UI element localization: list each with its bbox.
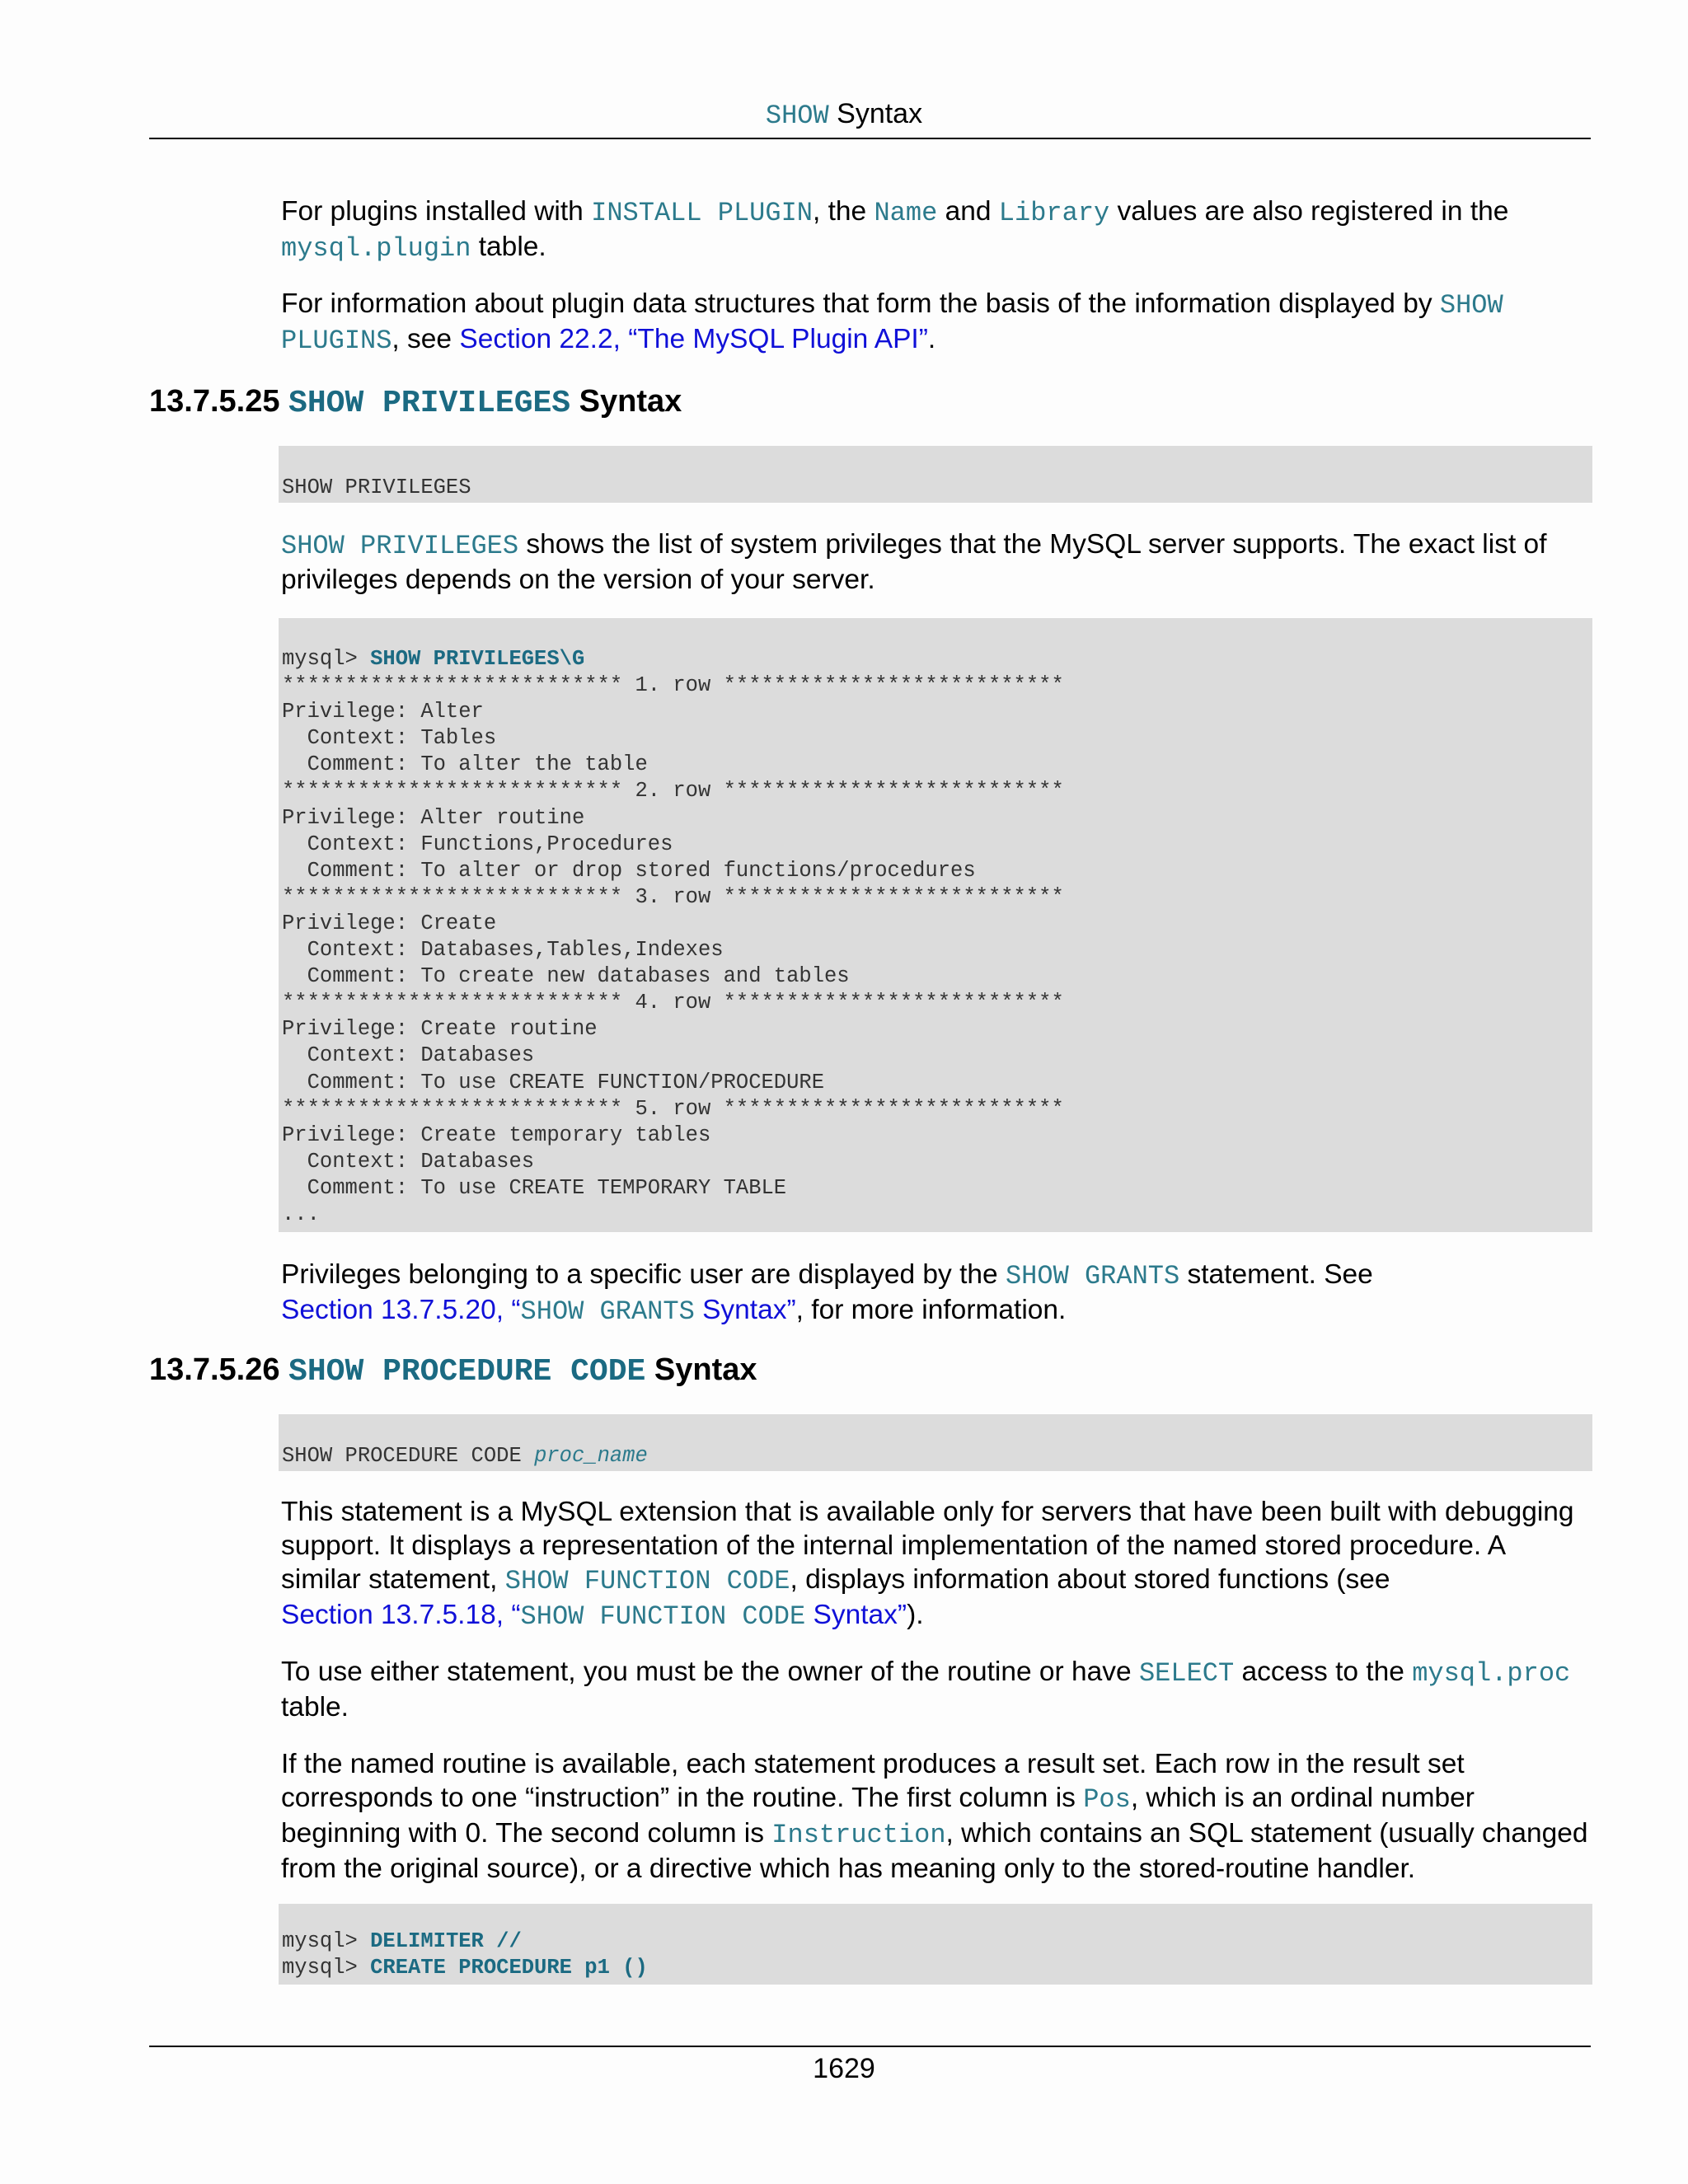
- code-argument: proc_name: [534, 1444, 648, 1468]
- code-output-line: Comment: To use CREATE TEMPORARY TABLE: [282, 1175, 787, 1200]
- text: statement. See: [1179, 1259, 1373, 1290]
- header-rule: [149, 138, 1591, 139]
- paragraph-plugin-data-structures: [281, 287, 1592, 358]
- prompt: mysql>: [282, 647, 371, 671]
- code-output-line: Comment: To alter or drop stored functions/procedures: [282, 858, 976, 883]
- code-output-line: *************************** 3. row ***************************: [282, 884, 1064, 909]
- paragraph-privileges-user: [281, 1258, 1592, 1329]
- inline-code: Instruction: [771, 1820, 946, 1850]
- link-text: Section 13.7.5.18, “: [281, 1600, 521, 1630]
- inline-code: SHOW PRIVILEGES: [281, 531, 519, 561]
- prompt: mysql>: [282, 1929, 371, 1953]
- text: , which contains an SQL statement (usually changed from the original source), or a directive which has meaning only to the stored-routine handler.: [281, 1818, 1588, 1884]
- text: access to the: [1234, 1657, 1413, 1687]
- code-output-line: Context: Databases,Tables,Indexes: [282, 938, 724, 963]
- code-output-line: Comment: To alter the table: [282, 752, 648, 777]
- section-heading-show-procedure-code: [149, 1351, 757, 1391]
- code-line: [282, 1955, 1589, 1981]
- text: If the named routine is available, each statement produces a result set. Each row in the result set corresponds to one “instruction” in the routine. The first column is: [281, 1749, 1465, 1813]
- heading-text: Syntax: [570, 384, 682, 419]
- link-code: SHOW GRANTS: [520, 1296, 695, 1327]
- paragraph-result-set: [281, 1747, 1592, 1886]
- link-text: Syntax”: [694, 1295, 796, 1325]
- code-output-line: Context: Databases: [282, 1043, 535, 1068]
- code-line-command: [282, 646, 1589, 673]
- section-link[interactable]: [281, 1295, 796, 1325]
- section-number: 13.7.5.26: [149, 1352, 289, 1387]
- text: , for more information.: [795, 1295, 1067, 1325]
- code-output-line: *************************** 5. row ***************************: [282, 1096, 1064, 1121]
- text: To use either statement, you must be the owner of the routine or have: [281, 1657, 1139, 1687]
- heading-code: SHOW PROCEDURE CODE: [288, 1354, 646, 1390]
- paragraph-extension-desc: [281, 1495, 1592, 1633]
- code-line: [282, 1443, 1589, 1469]
- header-code: SHOW: [765, 101, 829, 131]
- text: Privileges belonging to a specific user are displayed by the: [281, 1259, 1006, 1290]
- code-output-line: Context: Functions,Procedures: [282, 832, 673, 856]
- section-link[interactable]: Section 22.2, “The MySQL Plugin API”: [459, 324, 928, 354]
- inline-code: SHOW FUNCTION CODE: [504, 1566, 790, 1596]
- text: For information about plugin data structures that form the basis of the information displayed by: [281, 288, 1440, 319]
- code-output-line: Privilege: Alter routine: [282, 805, 585, 830]
- inline-code: mysql.proc: [1412, 1658, 1571, 1689]
- text: , displays information about stored functions (see: [790, 1564, 1390, 1595]
- code-output-line: *************************** 4. row ***************************: [282, 991, 1064, 1015]
- code-output-line: Comment: To use CREATE FUNCTION/PROCEDURE: [282, 1070, 825, 1094]
- inline-code: SELECT: [1138, 1658, 1235, 1689]
- page-header: [0, 97, 1688, 133]
- page-number: 1629: [813, 2053, 875, 2084]
- code-block-example-output: [279, 618, 1592, 1232]
- section-link[interactable]: [281, 1600, 907, 1630]
- inline-code: Name: [874, 198, 938, 228]
- inline-code: SHOW GRANTS: [1005, 1261, 1180, 1291]
- inline-code: Library: [998, 198, 1110, 228]
- code-text: SHOW PROCEDURE CODE: [282, 1444, 535, 1468]
- paragraph-plugins-registered: [281, 194, 1592, 265]
- text: , which is an ordinal number beginning with 0. The second column is: [281, 1783, 1475, 1849]
- inline-code: SHOW PLUGINS: [281, 290, 1503, 356]
- paragraph-owner-access: [281, 1655, 1592, 1724]
- inline-code: mysql.plugin: [281, 233, 471, 264]
- code-output-line: Privilege: Create: [282, 911, 497, 935]
- heading-code: SHOW PRIVILEGES: [288, 386, 571, 421]
- text: , see: [392, 324, 460, 354]
- code-line: SHOW PRIVILEGES: [282, 476, 471, 499]
- header-text: Syntax: [828, 98, 923, 129]
- text: ).: [907, 1600, 924, 1630]
- paragraph-show-privileges-desc: [281, 527, 1592, 597]
- text: For plugins installed with: [281, 196, 592, 227]
- code-block-syntax: [279, 446, 1592, 503]
- footer-rule: [149, 2046, 1591, 2047]
- code-output-line: ...: [282, 1202, 320, 1226]
- command: DELIMITER //: [370, 1929, 522, 1953]
- code-output-line: Privilege: Alter: [282, 700, 484, 724]
- section-heading-show-privileges: [149, 382, 682, 423]
- prompt: mysql>: [282, 1956, 371, 1980]
- text: .: [927, 324, 936, 354]
- text: , the: [812, 196, 874, 227]
- heading-text: Syntax: [645, 1352, 757, 1387]
- link-text: Syntax”: [805, 1600, 907, 1630]
- command: SHOW PRIVILEGES\G: [370, 647, 585, 671]
- code-output-line: Comment: To create new databases and tables: [282, 964, 850, 989]
- code-output-line: Privilege: Create temporary tables: [282, 1122, 711, 1147]
- code-output-line: Privilege: Create routine: [282, 1017, 598, 1042]
- section-number: 13.7.5.25: [149, 384, 289, 419]
- text: table.: [281, 1692, 349, 1722]
- inline-code: INSTALL PLUGIN: [591, 198, 813, 228]
- text: shows the list of system privileges that the MySQL server supports. The exact list of privileges depends on the version of your server.: [281, 529, 1547, 595]
- code-output-line: Context: Tables: [282, 726, 497, 751]
- code-block-delimiter-example: [279, 1904, 1592, 1985]
- text: table.: [471, 232, 546, 262]
- link-text: Section 13.7.5.20, “: [281, 1295, 521, 1325]
- inline-code: Pos: [1083, 1784, 1131, 1815]
- code-block-syntax: [279, 1414, 1592, 1471]
- link-code: SHOW FUNCTION CODE: [520, 1601, 806, 1632]
- text: This statement is a MySQL extension that is available only for servers that have been built with debugging support. It displays a representation of the internal implementation of the named stored procedure. A similar statement,: [281, 1497, 1574, 1595]
- code-output-line: Context: Databases: [282, 1149, 535, 1174]
- text: values are also registered in the: [1109, 196, 1509, 227]
- code-output-line: *************************** 1. row ***************************: [282, 673, 1064, 698]
- code-line: [282, 1929, 1589, 1955]
- command: CREATE PROCEDURE p1 (): [370, 1956, 648, 1980]
- text: and: [937, 196, 999, 227]
- code-output-line: *************************** 2. row ***************************: [282, 779, 1064, 804]
